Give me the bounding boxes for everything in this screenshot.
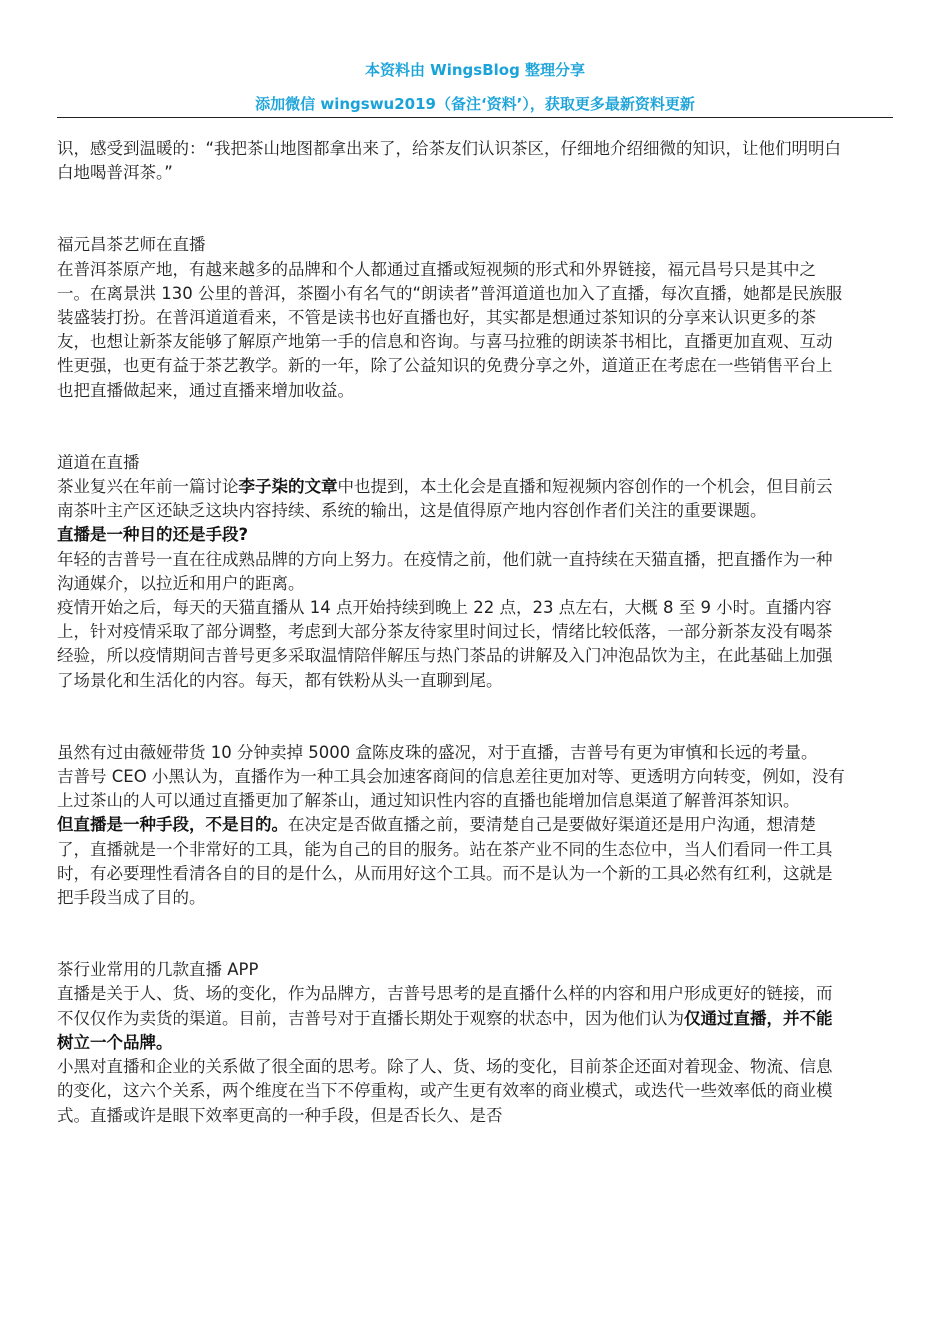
paragraph-six-relations: 小黑对直播和企业的关系做了很全面的思考。除了人、货、场的变化，目前茶企还面对着现金、物流、信息的变化，这六个关系，两个维度在当下不停重构，或产生更有效率的商业模式，或迭代一些效率低的商业模式。直播或许是眼下效率更高的一种手段，但是否长久、是否 bbox=[57, 1057, 833, 1125]
paragraph-epidemic-livestream: 疫情开始之后，每天的天猫直播从 14 点开始持续到晚上 22 点，23 点左右，大概 8 至 9 小时。直播内容上，针对疫情采取了部分调整，考虑到大部分茶友待家里时间过长，情绪比较低落，一部分新茶友没有喝茶经验，所以疫情期间吉普号更多采取温情陪伴解压与热门茶品的讲解及入门冲泡品饮为主，在此基础上加强了场景化和生活化的内容。每天，都有铁粉从头一直聊到尾。 bbox=[57, 598, 833, 690]
paragraph-puer-origin: 在普洱茶原产地，有越来越多的品牌和个人都通过直播或短视频的形式和外界链接，福元昌号只是其中之一。在离景洪 130 公里的普洱，茶圈小有名气的“朗读者”普洱道道也加入了直播，每次直播，她都是民族服装盛装打扮。在普洱道道看来，不管是读书也好直播也好，其实都是想通过茶知识的分享来认识更多的茶友，也想让新茶友能够了解原产地第一手的信息和咨询。与喜马拉雅的朗读茶书相比，直播更加直观、互动性更强，也更有益于茶艺教学。新的一年，除了公益知识的免费分享之外，道道正在考虑在一些销售平台上也把直播做起来，通过直播来增加收益。 bbox=[57, 259, 843, 400]
page-header bbox=[57, 56, 893, 116]
paragraph-text: 在决定是否做直播之前，要清楚自己是要做好渠道还是用户沟通，想清楚了，直播就是一个非常好的工具，能为自己的目的服务。站在茶产业不同的生态位中，当人们看同一件工具时，有必要理性看清各自的目的是什么，从而用好这个工具。而不是认为一个新的工具必然有红利，这就是把手段当成了目的。 bbox=[57, 815, 833, 908]
paragraph-localization bbox=[57, 475, 847, 523]
header-divider bbox=[57, 117, 893, 118]
section-heading-fuyuanchang: 福元昌茶艺师在直播 bbox=[57, 235, 206, 255]
paragraph-text: 中也提到，本土化会是直播和短视频内容创作的一个机会，但目前云南茶叶主产区还缺乏这块内容持续、系统的输出，这是值得原产地内容创作者们关注的重要课题。 bbox=[57, 477, 833, 521]
header-source-line: 本资料由 WingsBlog 整理分享 bbox=[364, 61, 586, 79]
paragraph-ceo-view: 吉普号 CEO 小黑认为，直播作为一种工具会加速客商间的信息差往更加对等、更透明方向转变，例如，没有上过茶山的人可以通过直播更加了解茶山，通过知识性内容的直播也能增加信息渠道了解普洱茶知识。 bbox=[57, 767, 845, 811]
subheading-purpose-or-means: 直播是一种目的还是手段? bbox=[57, 525, 249, 545]
section-heading-live-apps: 茶行业常用的几款直播 APP bbox=[57, 960, 259, 980]
paragraph-means-not-goal bbox=[57, 813, 847, 910]
section-spacer bbox=[57, 910, 847, 958]
paragraph-text: 茶业复兴在年前一篇讨论 bbox=[57, 477, 239, 497]
header-wechat-line: 添加微信 wingswu2019（备注‘资料’），获取更多最新资料更新 bbox=[255, 95, 695, 113]
paragraph-jipuhao-tmall: 年轻的吉普号一直在往成熟品牌的方向上努力。在疫情之前，他们就一直持续在天猫直播，把直播作为一种沟通媒介，以拉近和用户的距离。 bbox=[57, 549, 833, 593]
emphasis-text: 仅通过直播，并不能树立一个品牌。 bbox=[57, 1008, 833, 1052]
intro-paragraph: 识，感受到温暖的：“我把茶山地图都拿出来了，给茶友们认识茶区，仔细地介绍细微的知识，让他们明明白白地喝普洱茶。” bbox=[57, 139, 842, 183]
section-spacer bbox=[57, 693, 847, 741]
article-body bbox=[57, 137, 847, 1128]
paragraph-people-goods-place bbox=[57, 982, 847, 1055]
article-reference: 李子柒的文章 bbox=[238, 477, 338, 497]
section-heading-daodao: 道道在直播 bbox=[57, 452, 140, 472]
section-spacer bbox=[57, 185, 847, 233]
emphasis-text: 但直播是一种手段，不是目的。 bbox=[57, 815, 288, 835]
paragraph-text: 直播是关于人、货、场的变化，作为品牌方，吉普号思考的是直播什么样的内容和用户形成更好的链接，而不仅仅作为卖货的渠道。目前，吉普号对于直播长期处于观察的状态中，因为他们认为 bbox=[57, 984, 833, 1028]
section-spacer bbox=[57, 403, 847, 451]
paragraph-viya-sales: 虽然有过由薇娅带货 10 分钟卖掉 5000 盒陈皮珠的盛况，对于直播，吉普号有更为审慎和长远的考量。 bbox=[57, 742, 818, 762]
